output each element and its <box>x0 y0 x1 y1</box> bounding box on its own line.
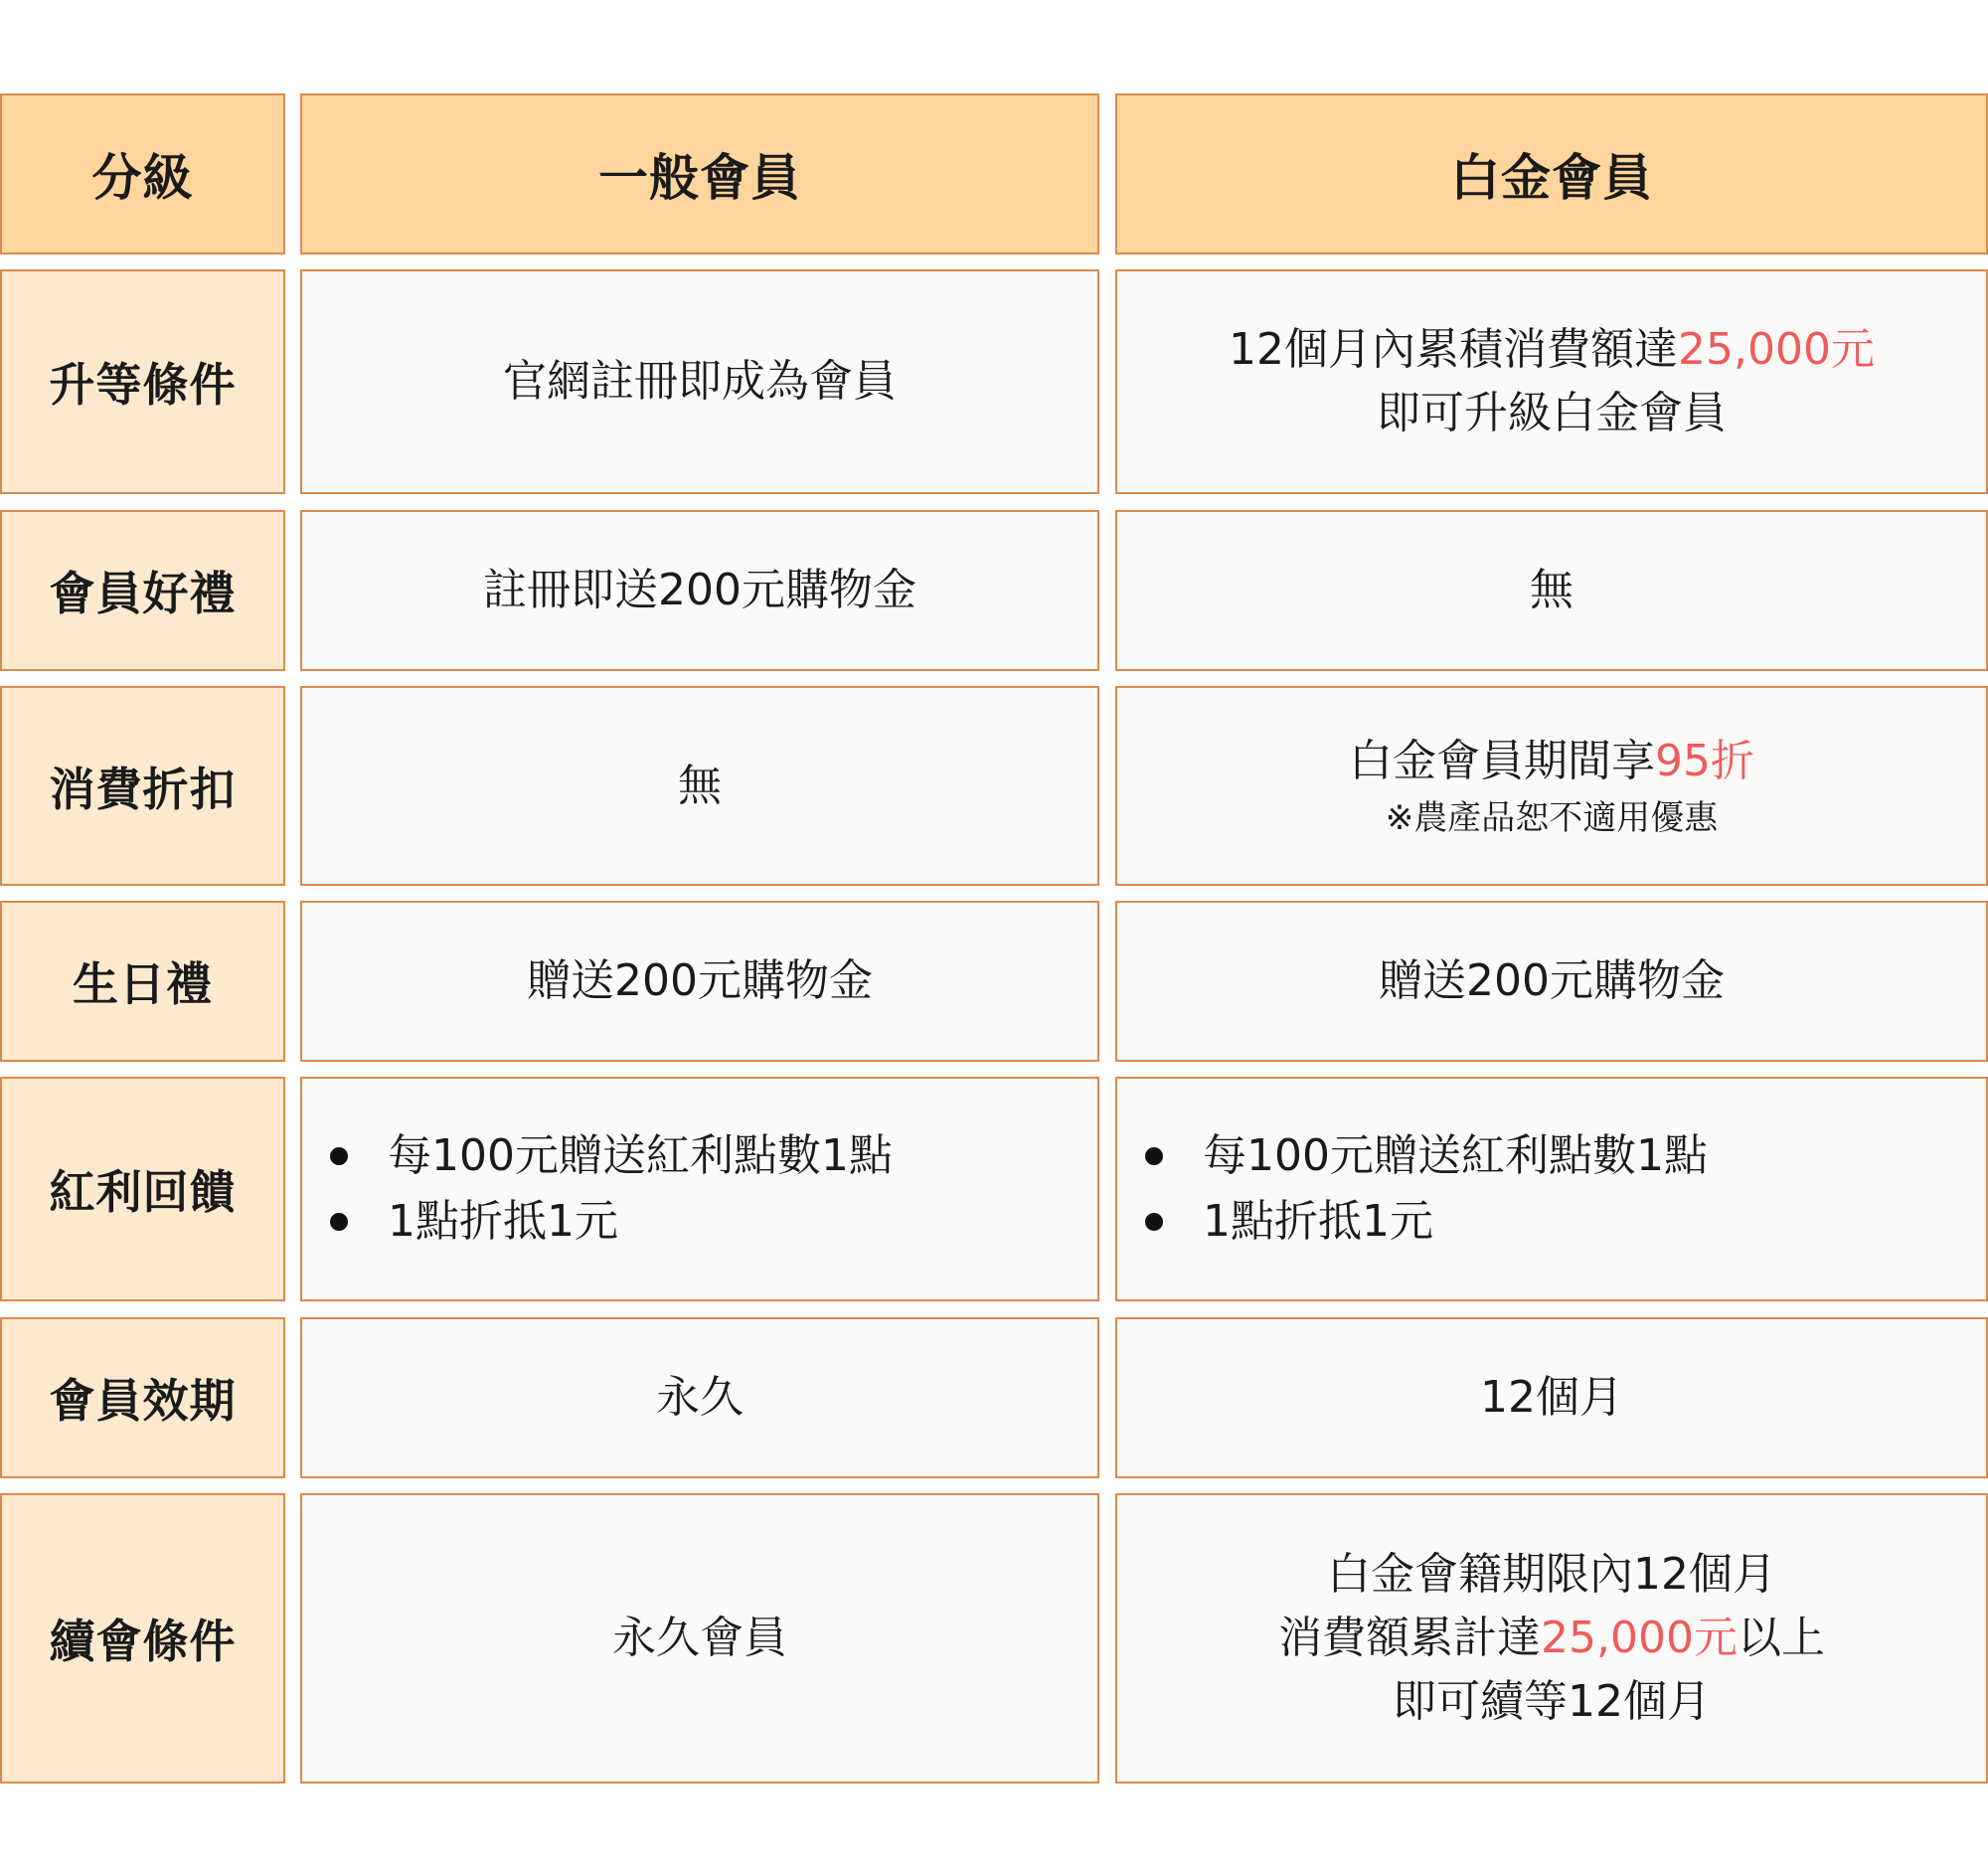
row-label-birthday <box>0 901 285 1062</box>
header-tier-label: 分級 <box>91 149 194 207</box>
discount-highlight: 95折 <box>1655 735 1754 786</box>
header-general-label: 一般會員 <box>598 149 801 207</box>
bullet-icon <box>330 1147 348 1165</box>
row-label-text: 續會條件 <box>49 1615 237 1668</box>
list-item-text: 每100元贈送紅利點數1點 <box>388 1130 893 1181</box>
row-label-text: 紅利回饋 <box>49 1165 237 1219</box>
cell-text: 官網註冊即成為會員 <box>503 356 897 407</box>
cell-general-discount <box>300 686 1099 886</box>
discount-note: ※農產品恕不適用優惠 <box>1385 797 1719 838</box>
cell-text: 贈送200元購物金 <box>527 955 873 1006</box>
upgrade-condition-line <box>1229 318 1875 382</box>
upgrade-condition-text: 12個月內累積消費額達 <box>1229 324 1679 375</box>
upgrade-result-line: 即可升級白金會員 <box>1377 388 1727 438</box>
header-cell-tier <box>0 93 285 255</box>
bullet-icon <box>1145 1213 1163 1231</box>
cell-platinum-birthday <box>1115 901 1988 1062</box>
row-label-text: 消費折扣 <box>49 762 237 816</box>
row-label-rewards <box>0 1077 285 1301</box>
bullet-icon <box>1145 1147 1163 1165</box>
cell-text: 註冊即送200元購物金 <box>483 565 916 615</box>
rewards-list <box>1145 1123 1708 1255</box>
row-label-text: 生日禮 <box>73 957 213 1011</box>
row-label-gift <box>0 510 285 671</box>
row-label-upgrade <box>0 269 285 494</box>
cell-general-renewal <box>300 1493 1099 1784</box>
discount-text: 白金會員期間享 <box>1349 735 1655 786</box>
cell-general-validity <box>300 1317 1099 1478</box>
cell-platinum-upgrade <box>1115 269 1988 494</box>
renewal-line-2 <box>1278 1607 1825 1670</box>
renewal-line-1: 白金會籍期限內12個月 <box>1327 1549 1776 1600</box>
cell-general-birthday <box>300 901 1099 1062</box>
rewards-list <box>330 1123 893 1255</box>
cell-general-upgrade <box>300 269 1099 494</box>
renewal-line-3: 即可續等12個月 <box>1393 1676 1711 1727</box>
row-label-text: 會員效期 <box>49 1374 237 1428</box>
row-label-validity <box>0 1317 285 1478</box>
row-label-renewal <box>0 1493 285 1784</box>
discount-line <box>1349 730 1754 793</box>
list-item <box>330 1123 893 1189</box>
header-cell-general <box>300 93 1099 255</box>
renewal-amount-highlight: 25,000元 <box>1541 1613 1738 1663</box>
row-label-discount <box>0 686 285 886</box>
list-item-text: 1點折抵1元 <box>1203 1196 1433 1247</box>
cell-platinum-discount <box>1115 686 1988 886</box>
row-label-text: 會員好禮 <box>49 567 237 620</box>
upgrade-amount-highlight: 25,000元 <box>1678 324 1875 375</box>
header-cell-platinum <box>1115 93 1988 255</box>
cell-text: 12個月 <box>1480 1372 1623 1423</box>
list-item <box>330 1189 893 1255</box>
cell-platinum-gift <box>1115 510 1988 671</box>
cell-platinum-validity <box>1115 1317 1988 1478</box>
cell-platinum-renewal <box>1115 1493 1988 1784</box>
renewal-text-suffix: 以上 <box>1737 1613 1825 1663</box>
cell-text: 贈送200元購物金 <box>1379 955 1725 1006</box>
cell-text: 永久會員 <box>612 1613 787 1663</box>
header-platinum-label: 白金會員 <box>1450 149 1653 207</box>
row-label-text: 升等條件 <box>49 358 237 412</box>
list-item <box>1145 1189 1708 1255</box>
cell-text: 永久 <box>656 1372 744 1423</box>
list-item <box>1145 1123 1708 1189</box>
bullet-icon <box>330 1213 348 1231</box>
cell-platinum-rewards <box>1115 1077 1988 1301</box>
list-item-text: 1點折抵1元 <box>388 1196 618 1247</box>
cell-general-rewards <box>300 1077 1099 1301</box>
list-item-text: 每100元贈送紅利點數1點 <box>1203 1130 1708 1181</box>
cell-general-gift <box>300 510 1099 671</box>
renewal-text: 消費額累計達 <box>1278 1613 1542 1663</box>
cell-text: 無 <box>1530 565 1574 615</box>
cell-text: 無 <box>678 760 722 811</box>
